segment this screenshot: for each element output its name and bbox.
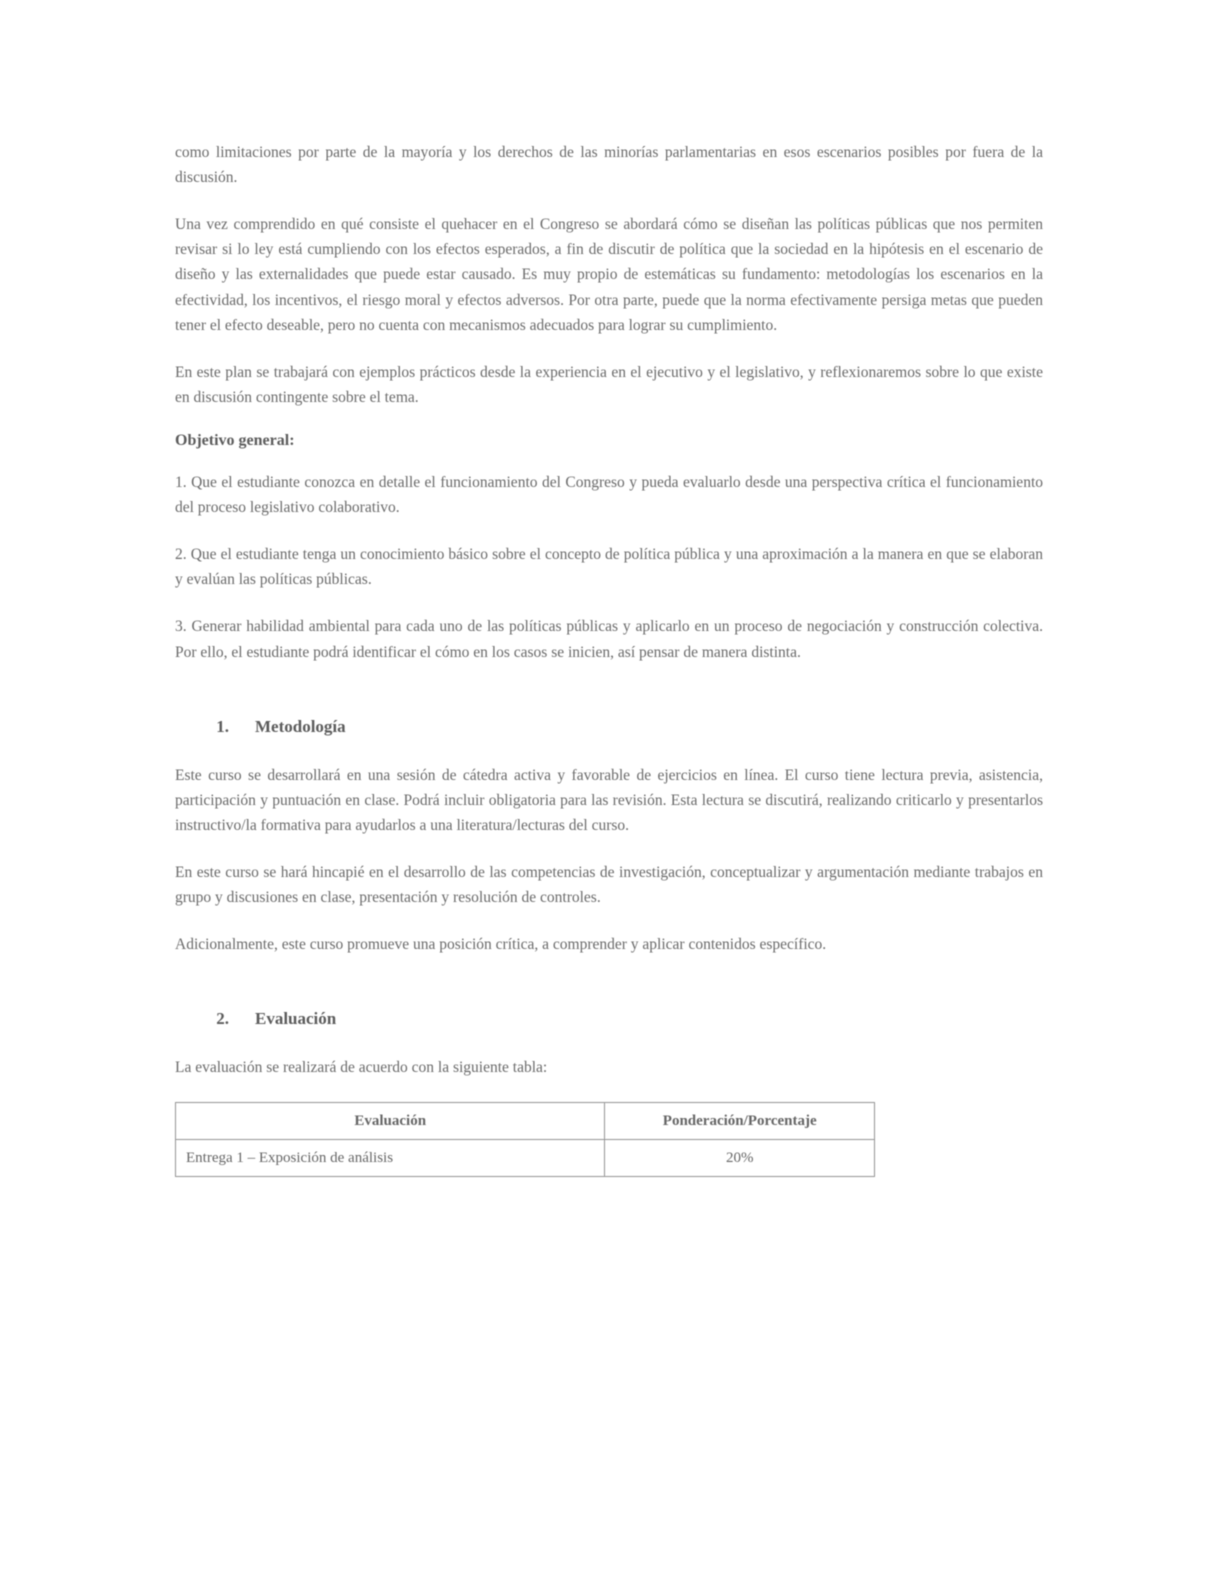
objectives-heading: Objetivo general:	[175, 431, 295, 449]
objective-item: 2. Que el estudiante tenga un conocimiento básico sobre el concepto de política pública y una aproximación a la manera en que se elaboran y evalúan las políticas públicas.	[175, 546, 1043, 589]
paragraph: La evaluación se realizará de acuerdo con la siguiente tabla:	[175, 1059, 548, 1077]
paragraph: Adicionalmente, este curso promueve una posición crítica, a comprender y aplicar contenidos específico.	[175, 936, 827, 954]
objective-item: 1. Que el estudiante conozca en detalle el funcionamiento del Congreso y pueda evaluarlo desde una perspectiva crítica el funcionamiento del proceso legislativo colaborativo.	[175, 473, 1043, 517]
objective-item: 3. Generar habilidad ambiental para cada uno de las políticas públicas y aplicarlo en un proceso de negociación y construcción colectiva. Por ello, el estudiante podrá identificar el cómo en los casos se inicien, así pensar de manera distinta.	[175, 618, 1043, 661]
paragraph: En este curso se hará hincapié en el desarrollo de las competencias de investigación, conceptualizar y argumentación mediante trabajos en grupo y discusiones en clase, presentación y resolución de controles.	[175, 863, 1043, 907]
table-header-row	[176, 1103, 875, 1140]
section-title: Metodología	[255, 716, 346, 736]
table-row	[176, 1140, 875, 1177]
paragraph: Este curso se desarrollará en una sesión de cátedra activa y favorable de ejercicios en línea. El curso tiene lectura previa, asistencia, participación y puntuación en clase. Podrá incluir obligatoria para las revisión. Esta lectura se discutirá, realizando criticarlo y presentarlos instructivo/la formativa para ayudarlos a una literatura/lecturas del curso.	[175, 766, 1043, 834]
paragraph: como limitaciones por parte de la mayoría y los derechos de las minorías parlamentarias en esos escenarios posibles por fuera de la discusión.	[175, 144, 1043, 187]
section-title: Evaluación	[255, 1009, 337, 1029]
cell-weight: 20%	[605, 1140, 875, 1177]
evaluation-table	[175, 1102, 875, 1177]
section-number: 1.	[216, 716, 229, 736]
section-number: 2.	[216, 1009, 229, 1029]
paragraph: En este plan se trabajará con ejemplos prácticos desde la experiencia en el ejecutivo y el legislativo, y reflexionaremos sobre lo que existe en discusión contingente sobre el tema.	[175, 363, 1043, 406]
column-header-weight: Ponderación/Porcentaje	[605, 1103, 875, 1140]
section-heading-evaluacion	[211, 1009, 1043, 1029]
cell-activity: Entrega 1 – Exposición de análisis	[176, 1140, 605, 1177]
section-heading-metodologia	[211, 717, 1043, 737]
column-header-activity: Evaluación	[176, 1103, 605, 1140]
document-body	[175, 140, 1043, 1177]
paragraph: Una vez comprendido en qué consiste el quehacer en el Congreso se abordará cómo se diseñan las políticas públicas que nos permiten revisar si lo ley está cumpliendo con los efectos esperados, a fin de discutir de política que la sociedad en la hipótesis en el escenario de diseño y las externalidades que puede estar causado. Es muy propio de estemáticas su fundamento: metodologías los escenarios en la efectividad, los incentivos, el riesgo moral y efectos adversos. Por otra parte, puede que la norma efectivamente persiga metas que pueden tener el efecto deseable, pero no cuenta con mecanismos adecuados para lograr su cumplimiento.	[175, 216, 1043, 334]
